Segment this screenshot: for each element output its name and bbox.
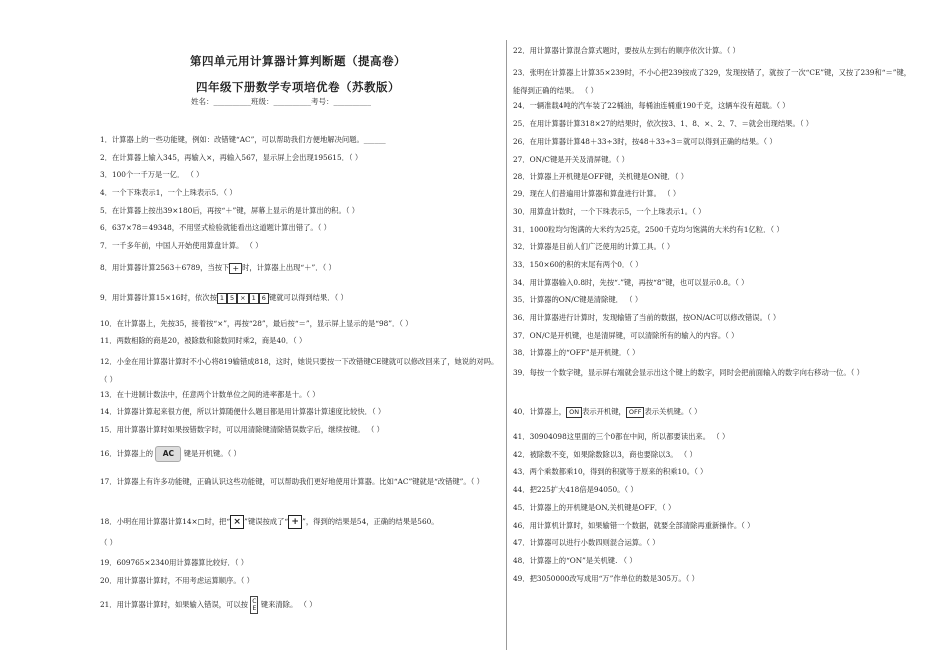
- question-40-text-b: 表示开机键，: [582, 407, 626, 416]
- question-43: 43．两个乘数都乘10，得到的积就等于原来的积乘10。（ ）: [513, 467, 708, 476]
- question-40-text-a: 40．计算器上，: [513, 407, 567, 416]
- question-18-text-b: ”键误按成了“: [244, 517, 289, 526]
- question-19: 19．609765×2340用计算器算比较好．（ ）: [100, 558, 249, 567]
- question-21: [100, 596, 317, 614]
- question-26: 26．在用计算器计算48＋33÷3时，按48＋33÷3＝就可以得到正确的结果。（ ）: [513, 137, 777, 146]
- question-40-text-c: 表示关机键。（ ）: [644, 407, 702, 416]
- question-5: 5．在计算器上按出39×180后，再按“＋”键，屏幕上显示的是计算出的积。（ ）: [100, 206, 360, 215]
- question-29: 29．现在人们普遍用计算器和算盘进行计算。 （ ）: [513, 189, 681, 198]
- question-25: 25．在用计算器计算318×27的结果时，依次按3、1、8、×、2、7、＝就会出现结果。（ ）: [513, 119, 814, 128]
- question-45: 45．计算器上的开机键是ON,关机键是OFF．（ ）: [513, 503, 676, 512]
- question-14: 14．计算器计算起来很方便，所以计算随便什么题目都是用计算器计算速度比较快．（ ）: [100, 407, 386, 416]
- question-33: 33．150×60的积的末尾有两个0．（ ）: [513, 260, 643, 269]
- question-9: [100, 290, 348, 306]
- question-8-text-a: 8．用计算器计算2563＋6789，当按下: [100, 263, 230, 272]
- question-7: 7．一千多年前，中国人开始使用算盘计算。 （ ）: [100, 241, 263, 250]
- question-10: 10．在计算器上，先按35，接着按“×”，再按“28”，最后按“＝”，显示屏上显示的是“98”．（ ）: [100, 319, 413, 328]
- ac-key-icon: AC: [155, 446, 181, 462]
- question-31: 31．1000粒均匀饱满的大米约为25克，2500千克均匀饱满的大米约有1亿粒．（ ）: [513, 225, 784, 234]
- question-24: 24．一辆准载4吨的汽车装了22桶油，每桶油连桶重190千克，这辆车没有超载。（ ）: [513, 101, 790, 110]
- question-21-text-a: 21．用计算器计算时，如果输入错误，可以按: [100, 600, 248, 609]
- key-5-icon: 5: [227, 293, 237, 304]
- ce-key-icon: C E: [252, 598, 257, 612]
- question-11: 11．两数相除的商是20，被除数和除数同时乘2，商是40．（ ）: [100, 336, 307, 345]
- student-info-line: 姓名：__________班级：__________考号：__________: [191, 97, 371, 106]
- times-key-icon: ×: [237, 293, 248, 304]
- question-16-text-b: 键是开机键。（ ）: [183, 449, 241, 458]
- question-20: 20．用计算器计算时，不用考虑运算顺序。（ ）: [100, 576, 254, 585]
- question-44: 44．把225扩大418倍是94050。（ ）: [513, 485, 638, 494]
- question-8-text-b: 时，计算器上出现“＋”．（ ）: [242, 263, 336, 272]
- question-18-answer: （ ）: [100, 538, 117, 547]
- key-1-icon: 1: [217, 293, 227, 304]
- plus-key-icon: +: [288, 515, 302, 529]
- question-4: 4．一个下珠表示1，一个上珠表示5．（ ）: [100, 188, 237, 197]
- question-40: [513, 404, 701, 420]
- question-15: 15．用计算器计算时如果按错数字时，可以用清除键清除错误数字后，继续按键。 （ ）: [100, 425, 384, 434]
- question-38: 38．计算器上的“OFF”是开机键．（ ）: [513, 348, 640, 357]
- page-subtitle: 四年级下册数学专项培优卷（苏教版）: [196, 80, 400, 94]
- question-28: 28．计算器上开机键是OFF键，关机键是ON键．（ ）: [513, 172, 689, 181]
- question-9-text-b: 键就可以得到结果．（ ）: [268, 293, 348, 302]
- question-27: 27．ON/C键是开关及清屏键。（ ）: [513, 155, 629, 164]
- question-35: 35．计算器的ON/C键是清除键． （ ）: [513, 295, 643, 304]
- question-1: 1．计算器上的一些功能键，例如：改错键“AC”，可以帮助我们方便地解决问题。______: [100, 135, 386, 144]
- question-3: 3．100个一千万是一亿． （ ）: [100, 170, 204, 179]
- question-6: 6．637×78＝49348，不用竖式检验就能看出这道题计算出错了。（ ）: [100, 223, 331, 232]
- question-18: [100, 514, 439, 530]
- question-21-text-b: 键来清除。 （ ）: [260, 600, 317, 609]
- question-41: 41．30904098这里面的三个0都在中间，所以都要读出来。 （ ）: [513, 432, 730, 441]
- question-18-text-a: 18．小明在用计算器计算14×□时，把“: [100, 517, 231, 526]
- key-1b-icon: 1: [249, 293, 259, 304]
- question-9-text-a: 9．用计算器计算15×16时，依次按: [100, 293, 217, 302]
- question-2: 2．在计算器上输入345，再输入×，再输入567，显示屏上会出现195615．（ ）: [100, 153, 363, 162]
- question-22: 22．用计算器计算混合算式题时，要按从左到右的顺序依次计算。（ ）: [513, 46, 740, 55]
- question-49: 49．把3050000改写成用“万”作单位的数是305万。（ ）: [513, 574, 699, 583]
- question-48: 48．计算器上的“ON”是关机键. （ ）: [513, 556, 637, 565]
- question-30: 30．用算盘计数时，一个下珠表示5，一个上珠表示1。（ ）: [513, 207, 706, 216]
- question-8: [100, 260, 336, 276]
- question-23: 23．张明在计算器上计算35×239时，不小心把239按成了329，发现按错了，就按了一次“CE”键，又按了239和“＝”键，能得到正确的结果。 （ ）: [513, 68, 912, 95]
- on-key-icon: ON: [566, 407, 582, 418]
- question-16-text-a: 16．计算器上的: [100, 449, 154, 458]
- plus-key-icon: +: [229, 263, 242, 274]
- question-36: 36．用计算器进行计算时，发现输错了当前的数据，按ON/AC可以修改错误。（ ）: [513, 313, 781, 322]
- question-12: 12．小金在用计算器计算时不小心将819输错成818，这时，她说只要按一下改错键CE键就可以修改回来了，她说的对吗。（ ）: [100, 357, 499, 384]
- question-16: [100, 446, 241, 462]
- question-13: 13．在十进制计数法中，任意两个计数单位之间的进率都是十。（ ）: [100, 390, 320, 399]
- column-divider: [506, 40, 507, 650]
- off-key-icon: OFF: [626, 407, 645, 418]
- question-18-text-c: ”，得到的结果是54，正确的结果是560。: [302, 517, 439, 526]
- question-37: 37．ON/C是开机键，也是清屏键，可以清除所有的输入的内容。（ ）: [513, 331, 739, 340]
- question-39: 39．每按一个数字键，显示屏右端就会显示出这个键上的数字，同时会把前面输入的数字向右移动一位。（ ）: [513, 368, 864, 377]
- question-32: 32．计算器是目前人们广泛使用的计算工具。（ ）: [513, 242, 675, 251]
- question-47: 47．计算器可以进行小数四则混合运算。（ ）: [513, 538, 660, 547]
- page-title: 第四单元用计算器计算判断题（提高卷）: [190, 54, 406, 68]
- question-34: 34．用计算器输入0.8时，先按“.”键，再按“8”键，也可以显示0.8。（ ）: [513, 278, 749, 287]
- question-46: 46．用计算机计算时，如果输错一个数据，就要全部清除再重新操作。（ ）: [513, 521, 755, 530]
- key-6-icon: 6: [259, 293, 269, 304]
- times-key-icon: ×: [230, 515, 244, 529]
- question-17: 17．计算器上有许多功能键，正确认识这些功能键，可以帮助我们更好地使用计算器。比如“AC”键就是“改错键”。（ ）: [100, 477, 484, 486]
- question-42: 42．被除数不变，如果除数除以3，商也要除以3。 （ ）: [513, 450, 697, 459]
